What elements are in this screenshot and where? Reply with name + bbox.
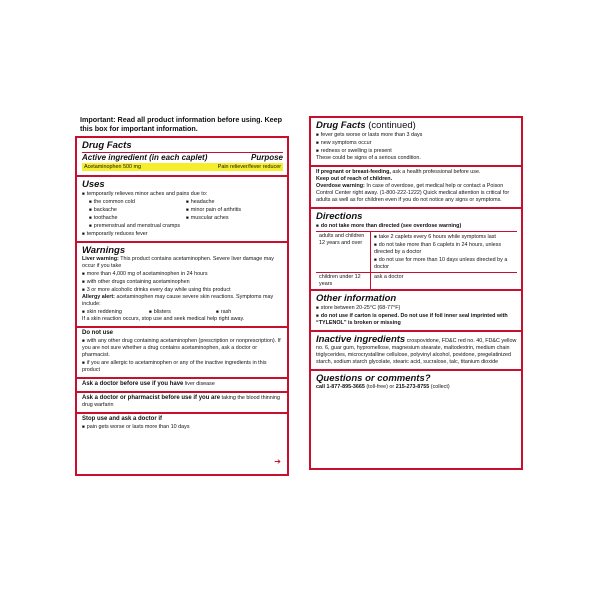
do-not-use-item: ■ if you are allergic to acetaminophen or any of the inactive ingredients in this product [82,359,283,374]
use-item: ■ muscular aches [186,214,283,222]
ask-doctor-text: liver disease [184,381,215,387]
continue-arrow-icon: ➔ [274,457,281,466]
inactive-text: crospovidone, FD&C red no. 40, FD&C yellow no. 6, guar gum, hypromellose, magnesium stearate, maltodextrin, medium chain triglycerides, microcrystalline cellulose, polyvinyl alcohol, povidone, pregelatinized starch, sodium starch glycolate, stearic acid, sucralose, talc, titanium dioxide [316,338,517,365]
inactive-title: Inactive ingredients [316,334,406,345]
use-item: ■ premenstrual and menstrual cramps [82,222,283,230]
ask-pharmacist-section [77,393,287,414]
inactive-section [311,332,521,371]
ask-doctor-label: Ask a doctor before use if you have [82,381,184,387]
directions-child-row [316,272,517,289]
drug-facts-title: Drug Facts [82,140,132,151]
stop-use-label: Stop use and ask a doctor if [82,416,163,422]
drug-facts-continued-panel [309,116,523,470]
do-not-use-item: ■ with any other drug containing acetaminophen (prescription or nonprescription). If you are not sure whether a drug contains acetaminophen, ask a doctor or pharmacist. [82,337,283,359]
phone-collect: 215-273-8755 [395,384,430,390]
allergy-item: ■ skin reddening [82,308,149,316]
seal-item: ■ do not use if carton is opened. Do not use if foil inner seal imprinted with “TYLENOL” is broken or missing [316,312,517,327]
allergy-end: If a skin reaction occurs, stop use and seek medical help right away. [82,316,245,322]
adult-item: ■ do not take more than 6 caplets in 24 hours, unless directed by a doctor [374,241,514,256]
ask-pharmacist-label: Ask a doctor or pharmacist before use if you are [82,395,221,401]
allergy-alert-text: acetaminophen may cause severe skin reactions. Symptoms may include: [82,294,274,307]
ingredient-name: Acetaminophen 500 mg [84,164,141,170]
phone-tollfree-note: (toll-free) or [366,384,395,390]
phone-collect-note: (collect) [430,384,450,390]
important-notice: Important: Read all product information before using. Keep this box for important information. [80,115,283,133]
store-item: ■ store between 20-25°C (68-77°F) [316,304,517,312]
ask-pharmacist-text: taking the blood thinning drug warfarin [82,395,280,408]
other-info-section [311,291,521,332]
continued-section [311,118,521,167]
warnings-title: Warnings [82,245,126,256]
drug-facts-cont-title: Drug Facts [316,120,366,131]
stop-use-item: ■ fever gets worse or lasts more than 3 days [316,131,517,139]
liver-warning-label: Liver warning: [82,256,119,262]
child-label: children under 12 years [316,273,371,289]
liver-item: ■ 3 or more alcoholic drinks every day while using this product [82,286,283,294]
ingredient-purpose: Pain reliever/fever reducer [217,164,281,170]
overdose-text: In case of overdose, get medical help or contact a Poison Control Center right away. (1-800-222-1222) Quick medical attention is critical for adults as well as for children even if you do not notice any signs or symptoms. [316,183,510,203]
allergy-item: ■ rash [216,308,283,316]
do-not-use-section [77,328,287,379]
warnings-section [77,243,287,328]
continued-label: (continued) [368,120,416,131]
liver-item: ■ with other drugs containing acetaminophen [82,278,283,286]
stop-use-item: ■ redness or swelling is present [316,147,517,155]
allergy-item: ■ blisters [149,308,216,316]
directions-section [311,209,521,291]
allergy-alert-label: Allergy alert: [82,294,115,300]
pregnancy-label: If pregnant or breast-feeding, [316,169,391,175]
uses-section [77,177,287,243]
directions-top: ■ do not take more than directed (see overdose warning) [316,222,517,230]
uses-intro: ■ temporarily relieves minor aches and pains due to: [82,190,283,198]
overdose-label: Overdose warning: [316,183,365,189]
use-item: ■ headache [186,198,283,206]
use-item: ■ backache [89,206,186,214]
liver-item: ■ more than 4,000 mg of acetaminophen in 24 hours [82,270,283,278]
pregnancy-text: ask a health professional before use. [392,169,481,175]
adult-label: adults and children 12 years and over [316,232,371,272]
adult-item: ■ take 2 caplets every 6 hours while symptoms last [374,233,514,241]
ask-doctor-section [77,379,287,393]
serious-note: These could be signs of a serious condition. [316,155,421,161]
use-item: ■ minor pain of arthritis [186,206,283,214]
drug-facts-panel [75,136,289,476]
pregnancy-section [311,167,521,209]
use-fever: ■ temporarily reduces fever [82,230,283,238]
stop-use-item: ■ pain gets worse or lasts more than 10 days [82,423,283,431]
other-info-title: Other information [316,293,397,304]
use-item: ■ the common cold [89,198,186,206]
stop-use-section [77,414,287,434]
questions-title: Questions or comments? [316,373,431,384]
liver-warning-text: This product contains acetaminophen. Severe liver damage may occur if you take [82,256,274,269]
adult-item: ■ do not use for more than 10 days unless directed by a doctor [374,256,514,271]
purpose-header: Purpose [250,153,283,162]
directions-title: Directions [316,211,363,222]
child-text: ask a doctor [374,274,404,280]
keep-out-reach: Keep out of reach of children. [316,176,393,182]
do-not-use-title: Do not use [82,330,113,336]
uses-title: Uses [82,179,105,190]
stop-use-item: ■ new symptoms occur [316,139,517,147]
active-ingredient-section [77,138,287,177]
ingredient-row [82,163,283,171]
phone-tollfree: call 1-877-895-3665 [316,384,365,390]
directions-adult-row [316,231,517,272]
active-ingredient-header: Active ingredient (in each caplet) [82,153,208,162]
questions-section [311,371,521,394]
use-item: ■ toothache [89,214,186,222]
